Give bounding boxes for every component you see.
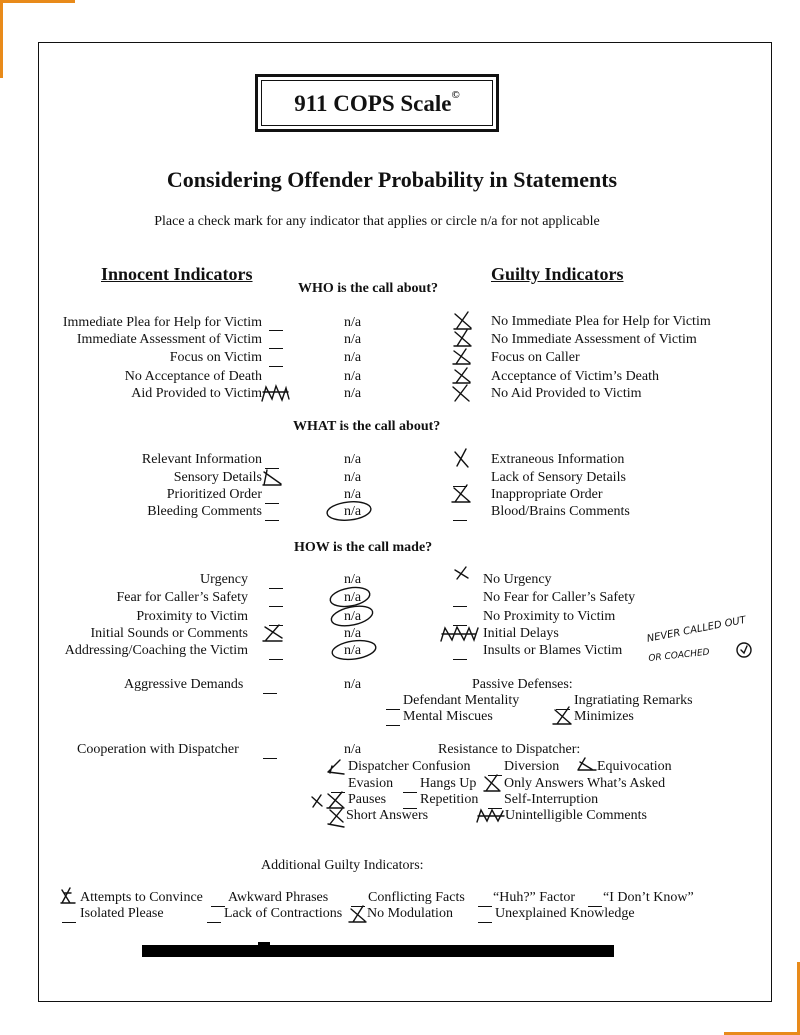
resistance-item: Hangs Up (420, 776, 477, 791)
resistance-item: Pauses (348, 792, 387, 807)
handwritten-note-line-2: OR COACHED (648, 647, 711, 664)
cooperation-label: Cooperation with Dispatcher (77, 742, 239, 757)
guilty-indicator: Acceptance of Victim’s Death (491, 369, 659, 384)
additional-item: “Huh?” Factor (493, 890, 576, 905)
additional-item: Lack of Contractions (224, 906, 343, 921)
na-option[interactable]: n/a (344, 452, 362, 467)
checkbox-blank[interactable] (62, 910, 76, 923)
guilty-indicator: Extraneous Information (491, 452, 625, 467)
na-option[interactable]: n/a (344, 504, 362, 519)
na-option[interactable]: n/a (344, 572, 362, 587)
resistance-item: Unintelligible Comments (505, 808, 647, 823)
na-option[interactable]: n/a (344, 609, 362, 624)
scan-corner-top-left (0, 0, 75, 3)
checkbox-blank[interactable] (556, 697, 570, 710)
guilty-indicator: Inappropriate Order (491, 487, 603, 502)
innocent-indicator: Relevant Information (141, 452, 262, 467)
additional-item: Attempts to Convince (80, 890, 203, 905)
checkbox-blank[interactable] (269, 354, 283, 367)
na-option[interactable]: n/a (344, 386, 362, 401)
passive-defense-item: Minimizes (574, 709, 634, 724)
guilty-indicator: Lack of Sensory Details (491, 470, 626, 485)
checkbox-blank[interactable] (265, 508, 279, 521)
na-option[interactable]: n/a (344, 643, 362, 658)
innocent-indicator: Fear for Caller’s Safety (116, 590, 248, 605)
guilty-indicator: No Immediate Assessment of Victim (491, 332, 697, 347)
na-option[interactable]: n/a (344, 332, 362, 347)
na-option[interactable]: n/a (344, 470, 362, 485)
additional-heading: Additional Guilty Indicators: (261, 858, 424, 873)
page-title: 911 COPS Scale© (294, 89, 460, 116)
aggressive-demands-label: Aggressive Demands (124, 677, 244, 692)
checkbox-blank[interactable] (478, 894, 492, 907)
additional-item: Unexplained Knowledge (495, 906, 635, 921)
checkbox-blank[interactable] (269, 576, 283, 589)
na-option[interactable]: n/a (344, 369, 362, 384)
page-subtitle: Considering Offender Probability in Statements (166, 167, 618, 192)
na-option[interactable]: n/a (344, 742, 362, 757)
what-section-heading: WHAT is the call about? (293, 419, 441, 434)
innocent-indicators-header: Innocent Indicators (101, 264, 253, 284)
na-option[interactable]: n/a (344, 315, 362, 330)
checkbox-blank[interactable] (269, 647, 283, 660)
innocent-indicator: Immediate Assessment of Victim (76, 332, 262, 347)
passive-defense-item: Mental Miscues (403, 709, 493, 724)
checkbox-blank[interactable] (453, 647, 467, 660)
checkbox-blank[interactable] (478, 910, 492, 923)
scan-corner-top-left-vertical (0, 0, 3, 78)
innocent-indicator: No Acceptance of Death (124, 369, 262, 384)
checkbox-blank[interactable] (453, 613, 467, 626)
additional-item: No Modulation (367, 906, 453, 921)
additional-item: “I Don’t Know” (603, 890, 694, 905)
checkbox-blank[interactable] (488, 763, 502, 776)
innocent-indicator: Prioritized Order (166, 487, 262, 502)
checkbox-blank[interactable] (265, 456, 279, 469)
na-option[interactable]: n/a (344, 590, 362, 605)
innocent-indicator: Focus on Victim (169, 350, 262, 365)
checkbox-blank[interactable] (386, 713, 400, 726)
innocent-indicator: Aid Provided to Victim (131, 386, 262, 401)
handwritten-note-line-1: NEVER CALLED OUT (646, 614, 747, 645)
guilty-indicator: No Immediate Plea for Help for Victim (491, 314, 711, 329)
checkbox-blank[interactable] (263, 746, 277, 759)
checkbox-blank[interactable] (269, 613, 283, 626)
checkbox-blank[interactable] (453, 508, 467, 521)
passive-defenses-heading: Passive Defenses: (472, 677, 573, 692)
checkbox-blank[interactable] (331, 780, 345, 793)
innocent-indicator: Immediate Plea for Help for Victim (62, 315, 262, 330)
guilty-indicator: Focus on Caller (491, 350, 580, 365)
na-option[interactable]: n/a (344, 487, 362, 502)
checkbox-blank[interactable] (351, 894, 365, 907)
redaction-bar (142, 945, 614, 957)
guilty-indicator: No Fear for Caller’s Safety (483, 590, 636, 605)
na-option[interactable]: n/a (344, 626, 362, 641)
instructions: Place a check mark for any indicator that applies or circle n/a for not applicable (154, 214, 600, 229)
resistance-heading: Resistance to Dispatcher: (438, 742, 581, 757)
checkbox-blank[interactable] (453, 474, 467, 487)
guilty-indicator: No Proximity to Victim (483, 609, 616, 624)
checkbox-blank[interactable] (488, 796, 502, 809)
title-box (255, 74, 499, 132)
resistance-item: Self-Interruption (504, 792, 599, 807)
resistance-item: Short Answers (346, 808, 429, 823)
guilty-indicator: No Urgency (483, 572, 552, 587)
resistance-item: Dispatcher Confusion (348, 759, 471, 774)
checkbox-blank[interactable] (269, 594, 283, 607)
checkbox-blank[interactable] (265, 491, 279, 504)
who-section-heading: WHO is the call about? (298, 281, 439, 296)
resistance-item: Repetition (420, 792, 479, 807)
innocent-indicator: Urgency (200, 572, 248, 587)
additional-item: Awkward Phrases (228, 890, 329, 905)
copyright-mark: © (451, 89, 460, 102)
passive-defense-item: Defendant Mentality (403, 693, 520, 708)
checkbox-blank[interactable] (386, 697, 400, 710)
checkbox-blank[interactable] (207, 910, 221, 923)
innocent-indicator: Sensory Details (173, 470, 262, 485)
checkbox-blank[interactable] (269, 336, 283, 349)
guilty-indicators-header: Guilty Indicators (491, 264, 624, 284)
resistance-item: Diversion (504, 759, 560, 774)
redaction-bar-edge (258, 942, 270, 946)
passive-defense-item: Ingratiating Remarks (574, 693, 693, 708)
resistance-item: Only Answers What’s Asked (504, 776, 666, 791)
how-section-heading: HOW is the call made? (294, 540, 433, 555)
guilty-indicator: No Aid Provided to Victim (491, 386, 642, 401)
na-option[interactable]: n/a (344, 677, 362, 692)
innocent-indicator: Proximity to Victim (136, 609, 248, 624)
resistance-item: Evasion (348, 776, 394, 791)
na-option[interactable]: n/a (344, 350, 362, 365)
guilty-indicator: Insults or Blames Victim (483, 643, 623, 658)
checkbox-blank[interactable] (211, 894, 225, 907)
checkbox-blank[interactable] (269, 318, 283, 331)
additional-item: Conflicting Facts (368, 890, 465, 905)
innocent-indicator: Initial Sounds or Comments (90, 626, 248, 641)
additional-item: Isolated Please (80, 906, 164, 921)
checkbox-blank[interactable] (453, 594, 467, 607)
checkbox-blank[interactable] (403, 780, 417, 793)
innocent-indicator: Bleeding Comments (147, 504, 262, 519)
guilty-indicator: Blood/Brains Comments (491, 504, 630, 519)
innocent-indicator: Addressing/Coaching the Victim (64, 643, 248, 658)
guilty-indicator: Initial Delays (483, 626, 559, 641)
checkbox-blank[interactable] (263, 681, 277, 694)
resistance-item: Equivocation (597, 759, 672, 774)
